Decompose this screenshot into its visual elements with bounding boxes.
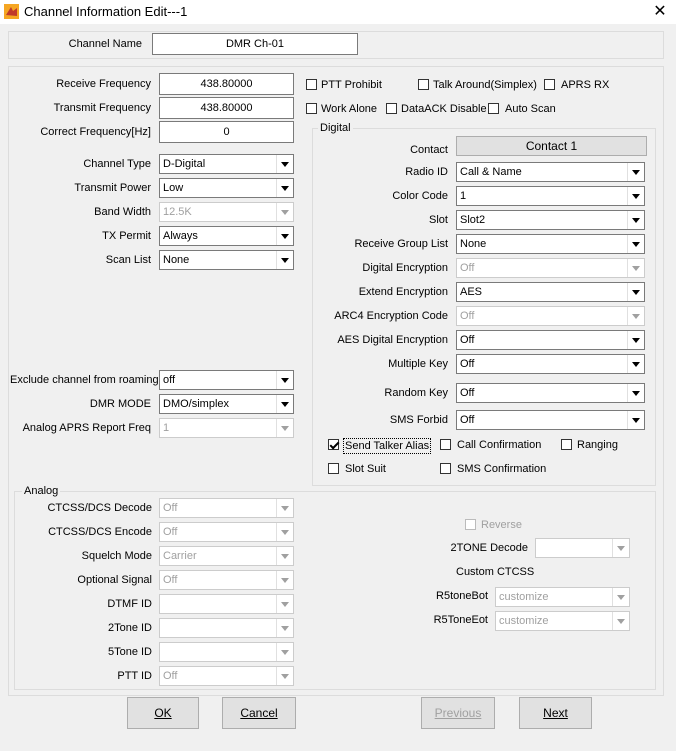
transmit-power-label: Transmit Power	[74, 182, 151, 194]
chevron-down-icon	[627, 355, 644, 373]
ptt-id-value: Off	[163, 670, 178, 682]
window-title: Channel Information Edit---1	[24, 4, 188, 19]
scan-list-value: None	[163, 254, 190, 266]
data-ack-disable-checkbox[interactable]	[386, 103, 397, 114]
channel-type-label: Channel Type	[83, 158, 151, 170]
chevron-down-icon	[276, 251, 293, 269]
multiple-key-value: Off	[460, 358, 475, 370]
exclude-roaming-select[interactable]	[159, 370, 294, 390]
ctcss-encode-select[interactable]	[159, 522, 294, 542]
receive-group-list-select[interactable]	[456, 234, 645, 254]
multiple-key-select[interactable]	[456, 354, 645, 374]
optional-signal-select[interactable]	[159, 570, 294, 590]
squelch-mode-select[interactable]	[159, 546, 294, 566]
five-tone-id-select[interactable]	[159, 642, 294, 662]
exclude-roaming-label: Exclude channel from roaming	[10, 374, 159, 386]
two-tone-id-label: 2Tone ID	[107, 622, 152, 634]
digital-encryption-label: Digital Encryption	[362, 262, 448, 274]
chevron-down-icon	[276, 395, 293, 413]
aprs-report-freq-select[interactable]	[159, 418, 294, 438]
sms-forbid-select[interactable]	[456, 410, 645, 430]
r5tone-eot-value: customize	[499, 615, 549, 627]
sms-confirmation-checkbox[interactable]	[440, 463, 451, 474]
chevron-down-icon	[627, 187, 644, 205]
random-key-value: Off	[460, 387, 475, 399]
aprs-report-freq-value: 1	[163, 422, 170, 434]
ctcss-decode-label: CTCSS/DCS Decode	[47, 502, 152, 514]
talk-around-label: Talk Around(Simplex)	[433, 79, 537, 91]
band-width-select[interactable]	[159, 202, 294, 222]
r5tone-bot-select[interactable]	[495, 587, 630, 607]
r5tone-eot-select[interactable]	[495, 611, 630, 631]
chevron-down-icon	[627, 163, 644, 181]
chevron-down-icon	[627, 283, 644, 301]
slot-select[interactable]	[456, 210, 645, 230]
chevron-down-icon	[627, 411, 644, 429]
auto-scan-checkbox[interactable]	[488, 103, 499, 114]
work-alone-checkbox[interactable]	[306, 103, 317, 114]
digital-encryption-select[interactable]	[456, 258, 645, 278]
optional-signal-label: Optional Signal	[77, 574, 152, 586]
auto-scan-label: Auto Scan	[505, 103, 556, 115]
chevron-down-icon	[627, 331, 644, 349]
two-tone-decode-label: 2TONE Decode	[450, 542, 528, 554]
chevron-down-icon	[612, 612, 629, 630]
arc4-encryption-label: ARC4 Encryption Code	[334, 310, 448, 322]
chevron-down-icon	[276, 227, 293, 245]
extend-encryption-value: AES	[460, 286, 483, 298]
chevron-down-icon	[276, 571, 293, 589]
slot-value: Slot2	[460, 214, 486, 226]
slot-suit-checkbox[interactable]	[328, 463, 339, 474]
analog-group-title: Analog	[24, 485, 59, 497]
ctcss-encode-value: Off	[163, 526, 178, 538]
chevron-down-icon	[276, 179, 293, 197]
channel-name-input[interactable]: DMR Ch-01	[152, 33, 358, 55]
optional-signal-value: Off	[163, 574, 178, 586]
aes-encryption-label: AES Digital Encryption	[337, 334, 448, 346]
arc4-encryption-value: Off	[460, 310, 475, 322]
correct-frequency-input[interactable]: 0	[159, 121, 294, 143]
call-confirmation-label: Call Confirmation	[457, 439, 542, 451]
chevron-down-icon	[276, 619, 293, 637]
two-tone-id-select[interactable]	[159, 618, 294, 638]
arc4-encryption-select[interactable]	[456, 306, 645, 326]
chevron-down-icon	[276, 499, 293, 517]
previous-button[interactable]: Previous	[421, 697, 495, 729]
chevron-down-icon	[612, 588, 629, 606]
random-key-select[interactable]	[456, 383, 645, 403]
radio-id-select[interactable]	[456, 162, 645, 182]
transmit-power-value: Low	[163, 182, 184, 194]
chevron-down-icon	[276, 523, 293, 541]
chevron-down-icon	[627, 235, 644, 253]
ranging-label: Ranging	[577, 439, 618, 451]
color-code-select[interactable]	[456, 186, 645, 206]
reverse-label: Reverse	[481, 519, 522, 531]
squelch-mode-value: Carrier	[163, 550, 197, 562]
random-key-label: Random Key	[384, 387, 448, 399]
talk-around-checkbox[interactable]	[418, 79, 429, 90]
color-code-label: Color Code	[392, 190, 448, 202]
multiple-key-label: Multiple Key	[388, 358, 448, 370]
ranging-checkbox[interactable]	[561, 439, 572, 450]
five-tone-id-label: 5Tone ID	[107, 646, 152, 658]
chevron-down-icon	[612, 539, 629, 557]
tx-permit-value: Always	[163, 230, 198, 242]
contact-label: Contact	[410, 144, 448, 156]
work-alone-label: Work Alone	[321, 103, 378, 115]
aprs-report-freq-label: Analog APRS Report Freq	[22, 422, 151, 434]
slot-suit-label: Slot Suit	[345, 463, 386, 475]
dtmf-id-label: DTMF ID	[107, 598, 152, 610]
chevron-down-icon	[627, 211, 644, 229]
chevron-down-icon	[276, 547, 293, 565]
slot-label: Slot	[429, 214, 448, 226]
extend-encryption-label: Extend Encryption	[358, 286, 448, 298]
transmit-frequency-label: Transmit Frequency	[53, 102, 151, 114]
chevron-down-icon	[276, 595, 293, 613]
chevron-down-icon	[276, 419, 293, 437]
cancel-button[interactable]: Cancel	[222, 697, 296, 729]
ctcss-decode-value: Off	[163, 502, 178, 514]
ctcss-encode-label: CTCSS/DCS Encode	[48, 526, 152, 538]
sms-confirmation-label: SMS Confirmation	[457, 463, 547, 475]
ctcss-decode-select[interactable]	[159, 498, 294, 518]
band-width-value: 12.5K	[163, 206, 192, 218]
tx-permit-select[interactable]	[159, 226, 294, 246]
next-button[interactable]: Next	[519, 697, 592, 729]
dmr-mode-select[interactable]	[159, 394, 294, 414]
r5tone-bot-label: R5toneBot	[436, 590, 488, 602]
color-code-value: 1	[460, 190, 467, 202]
transmit-frequency-input[interactable]: 438.80000	[159, 97, 294, 119]
dtmf-id-select[interactable]	[159, 594, 294, 614]
aes-encryption-select[interactable]	[456, 330, 645, 350]
custom-ctcss-label: Custom CTCSS	[456, 566, 535, 578]
band-width-label: Band Width	[94, 206, 151, 218]
sms-forbid-value: Off	[460, 414, 475, 426]
channel-name-label: Channel Name	[68, 38, 142, 50]
chevron-down-icon	[627, 384, 644, 402]
receive-frequency-label: Receive Frequency	[56, 78, 151, 90]
tx-permit-label: TX Permit	[102, 230, 151, 242]
correct-frequency-label: Correct Frequency[Hz]	[40, 126, 151, 138]
digital-group-title: Digital	[320, 122, 351, 134]
reverse-checkbox[interactable]	[465, 519, 476, 530]
radio-id-label: Radio ID	[405, 166, 448, 178]
dmr-mode-label: DMR MODE	[89, 398, 151, 410]
chevron-down-icon	[276, 203, 293, 221]
ptt-id-label: PTT ID	[117, 670, 152, 682]
channel-type-select[interactable]	[159, 154, 294, 174]
close-icon[interactable]: ✕	[653, 3, 667, 20]
receive-group-list-value: None	[460, 238, 487, 250]
ptt-prohibit-label: PTT Prohibit	[321, 79, 382, 91]
send-talker-alias-checkbox[interactable]	[328, 439, 339, 450]
call-confirmation-checkbox[interactable]	[440, 439, 451, 450]
radio-id-value: Call & Name	[460, 166, 522, 178]
dmr-mode-value: DMO/simplex	[163, 398, 230, 410]
chevron-down-icon	[276, 667, 293, 685]
chevron-down-icon	[276, 155, 293, 173]
aprs-rx-label: APRS RX	[561, 79, 610, 91]
extend-encryption-select[interactable]	[456, 282, 645, 302]
aprs-rx-checkbox[interactable]	[544, 79, 555, 90]
contact-button[interactable]: Contact 1	[456, 136, 647, 156]
digital-encryption-value: Off	[460, 262, 475, 274]
ptt-id-select[interactable]	[159, 666, 294, 686]
aes-encryption-value: Off	[460, 334, 475, 346]
two-tone-decode-select[interactable]	[535, 538, 630, 558]
scan-list-select[interactable]	[159, 250, 294, 270]
send-talker-alias-label: Send Talker Alias	[345, 440, 430, 452]
receive-group-list-label: Receive Group List	[354, 238, 448, 250]
chevron-down-icon	[276, 643, 293, 661]
app-icon	[4, 4, 19, 19]
r5tone-bot-value: customize	[499, 591, 549, 603]
exclude-roaming-value: off	[163, 374, 176, 386]
chevron-down-icon	[627, 307, 644, 325]
channel-type-value: D-Digital	[163, 158, 206, 170]
receive-frequency-input[interactable]: 438.80000	[159, 73, 294, 95]
scan-list-label: Scan List	[105, 254, 151, 266]
chevron-down-icon	[276, 371, 293, 389]
sms-forbid-label: SMS Forbid	[389, 414, 448, 426]
ok-button[interactable]: OK	[127, 697, 199, 729]
data-ack-disable-label: DataACK Disable	[401, 103, 487, 115]
chevron-down-icon	[627, 259, 644, 277]
r5tone-eot-label: R5ToneEot	[433, 614, 488, 626]
ptt-prohibit-checkbox[interactable]	[306, 79, 317, 90]
transmit-power-select[interactable]	[159, 178, 294, 198]
squelch-mode-label: Squelch Mode	[81, 550, 152, 562]
